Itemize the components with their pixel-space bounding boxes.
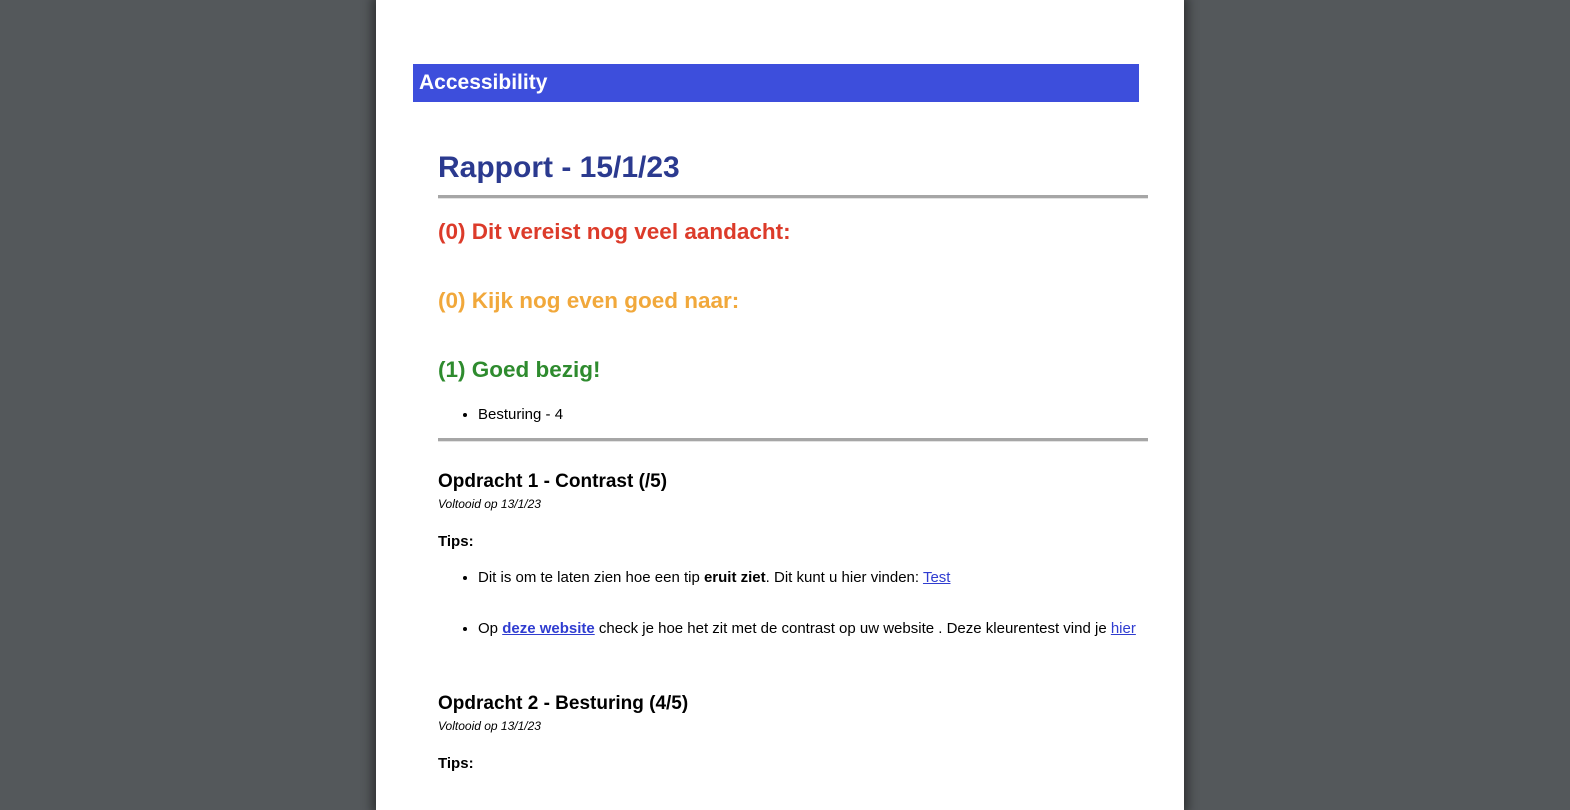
assignment-1-tips-list bbox=[438, 568, 1148, 638]
list-item-besturing: • Besturing - 4 bbox=[478, 406, 1148, 424]
assignment-1-title: Opdracht 1 - Contrast (/5) bbox=[438, 471, 668, 492]
tip-text: Dit is om te laten zien hoe een tip bbox=[478, 569, 704, 586]
assignment-2-tips-label: Tips: bbox=[438, 755, 474, 772]
test-link[interactable]: Test bbox=[922, 569, 951, 586]
divider-middle bbox=[438, 438, 1148, 442]
accessibility-banner: Accessibility bbox=[413, 64, 1139, 102]
tip-text: . Dit kunt u hier vinden: bbox=[765, 569, 923, 586]
tip-text: check je hoe het zit met de contrast op uw website . Deze kleurentest vind je bbox=[594, 619, 1111, 637]
assignment-1-tips-label: Tips: bbox=[438, 533, 474, 550]
report-title: Rapport - 15/1/23 bbox=[438, 151, 680, 184]
assignment-2-title: Opdracht 2 - Besturing (4/5) bbox=[438, 693, 689, 714]
tip-bold-text: eruit ziet bbox=[703, 569, 766, 586]
assignment-2-completed-date: Voltooid op 13/1/23 bbox=[438, 719, 541, 733]
document-page bbox=[376, 0, 1184, 810]
tip-item bbox=[478, 619, 1148, 639]
hier-link[interactable]: hier bbox=[1110, 619, 1136, 637]
status-heading-look-again: (0) Kijk nog even goed naar: bbox=[438, 288, 740, 313]
deze-website-link[interactable]: deze website bbox=[502, 619, 595, 637]
status-heading-needs-attention: (0) Dit vereist nog veel aandacht: bbox=[438, 219, 791, 244]
tip-item bbox=[478, 568, 1148, 588]
assignment-1-completed-date: Voltooid op 13/1/23 bbox=[438, 497, 541, 511]
divider-top bbox=[438, 195, 1148, 199]
status-heading-doing-well: (1) Goed bezig! bbox=[438, 357, 601, 382]
tip-text: Op bbox=[478, 619, 503, 637]
doing-well-list bbox=[438, 406, 1148, 424]
report-content bbox=[438, 151, 1148, 773]
